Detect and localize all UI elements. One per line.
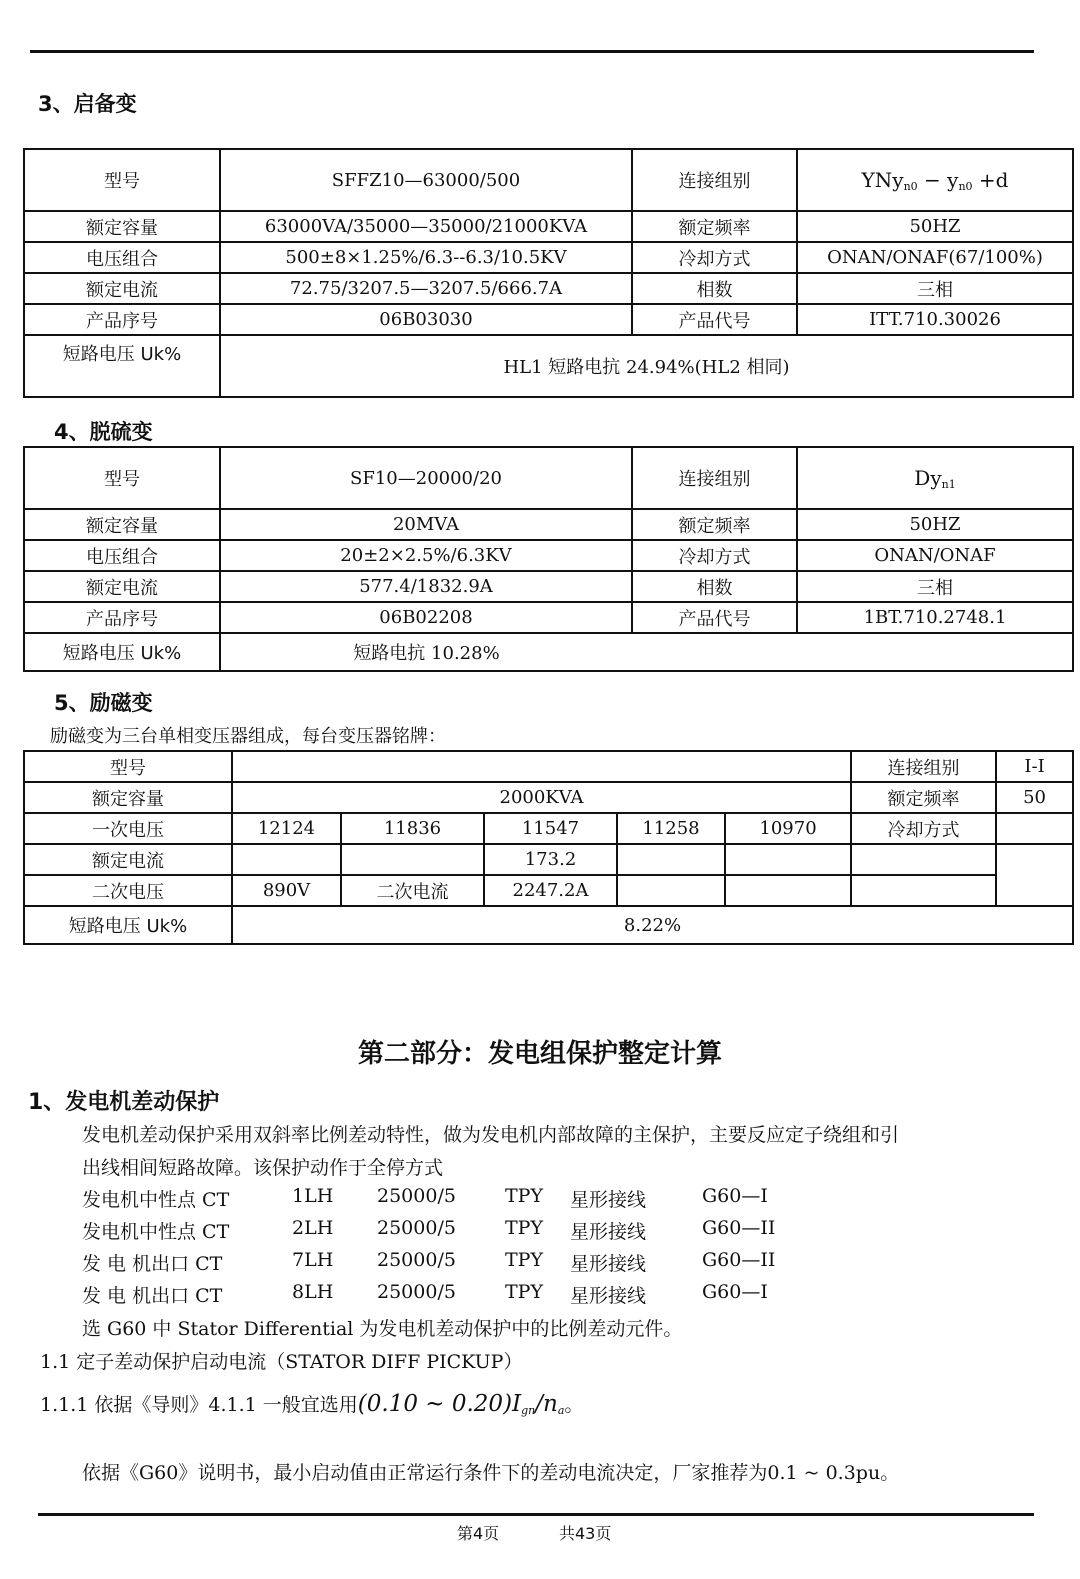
secondary-current-label: 二次电流 [341,875,484,906]
connection-value: $YNy_{n0} - y_{n0} +d$ [797,149,1073,211]
uk-value: HL1 短路电抗 24.94%(HL2 相同) [220,335,1073,397]
cooling-label: 冷却方式 [632,242,797,273]
freq-value: 50HZ [797,509,1073,540]
model-label: 型号 [24,149,220,211]
table-row [24,335,1073,397]
ct-row: 发电机中性点 CT 2LH 25000/5 TPY 星形接线 G60—II [82,1217,776,1243]
paragraph-line: 发电机差动保护采用双斜率比例差动特性，做为发电机内部故障的主保护，主要反应定子绕组和引 [82,1124,900,1146]
voltage-label: 电压组合 [24,242,220,273]
freq-label: 额定频率 [632,211,797,242]
startup-transformer-table [23,148,1074,398]
serial-label: 产品序号 [24,304,220,335]
subsection-1-1-1-line: 1.1.1 依据《导则》4.1.1 一般宜选用(0.10 ~ $0.20)I_{gn}/n_a$。 [40,1391,584,1417]
phases-value: 三相 [797,273,1073,304]
capacity-value: 20MVA [220,509,632,540]
primary-voltage-4: 11258 [617,813,725,844]
page-total: 共43页 [559,1524,612,1543]
cooling-value: ONAN/ONAF [797,540,1073,571]
cooling-label: 冷却方式 [851,813,996,844]
primary-voltage-5: 10970 [725,813,851,844]
table-row [24,602,1073,633]
table-row [24,751,1073,782]
voltage-value: 20±2×2.5%/6.3KV [220,540,632,571]
secondary-current-value: 2247.2A [484,875,617,906]
capacity-label: 额定容量 [24,211,220,242]
uk-value: 短路电抗 10.28% [220,633,632,671]
freq-label: 额定频率 [851,782,996,813]
excitation-transformer-table [23,750,1074,945]
ct-list [82,1185,982,1315]
primary-voltage-3: 11547 [484,813,617,844]
secondary-voltage-value: 890V [232,875,341,906]
current-label: 额定电流 [24,571,220,602]
capacity-value: 2000KVA [232,782,851,813]
cooling-value [996,813,1073,844]
secondary-voltage-label: 二次电压 [24,875,232,906]
uk-label: 短路电压 Uk% [24,335,220,397]
current-value: 577.4/1832.9A [220,571,632,602]
connection-label: 连接组别 [851,751,996,782]
table-row [24,813,1073,844]
model-value: SFFZ10—63000/500 [220,149,632,211]
section-5-heading: 5、励磁变 [54,691,153,715]
section-5-intro: 励磁变为三台单相变压器组成，每台变压器铭牌： [50,726,446,747]
table-row [24,211,1073,242]
serial-value: 06B03030 [220,304,632,335]
cooling-label: 冷却方式 [632,540,797,571]
g60-recommend-line: 依据《G60》说明书，最小启动值由正常运行条件下的差动电流决定，厂家推荐为0.1 ~ 0.3pu。 [82,1462,900,1484]
section-3-heading: 3、启备变 [38,92,137,116]
connection-label: 连接组别 [632,447,797,509]
current-value: 173.2 [484,844,617,875]
subsection-1-1-heading: 1.1 定子差动保护启动电流（STATOR DIFF PICKUP） [40,1351,523,1373]
capacity-label: 额定容量 [24,782,232,813]
table-row [24,242,1073,273]
voltage-label: 电压组合 [24,540,220,571]
page-number: 第4页 [457,1524,500,1543]
serial-label: 产品序号 [24,602,220,633]
table-row [24,304,1073,335]
table-row [24,149,1073,211]
header-rule [30,50,1034,53]
table-row [24,273,1073,304]
primary-voltage-label: 一次电压 [24,813,232,844]
uk-label: 短路电压 Uk% [24,906,232,944]
current-label: 额定电流 [24,844,232,875]
current-value: 72.75/3207.5—3207.5/666.7A [220,273,632,304]
primary-voltage-1: 12124 [232,813,341,844]
voltage-value: 500±8×1.25%/6.3--6.3/10.5KV [220,242,632,273]
generator-diff-heading: 1、发电机差动保护 [28,1090,220,1115]
table-row [24,782,1073,813]
table-row [24,633,1073,671]
capacity-label: 额定容量 [24,509,220,540]
ct-row: 发电机中性点 CT 1LH 25000/5 TPY 星形接线 G60—I [82,1185,768,1211]
code-value: 1BT.710.2748.1 [797,602,1073,633]
table-row [24,906,1073,944]
primary-voltage-2: 11836 [341,813,484,844]
current-label: 额定电流 [24,273,220,304]
capacity-value: 63000VA/35000—35000/21000KVA [220,211,632,242]
uk-label: 短路电压 Uk% [24,633,220,671]
table-row [24,875,1073,906]
select-g60-line: 选 G60 中 Stator Differential 为发电机差动保护中的比例差动元件。 [82,1318,683,1340]
connection-value: $Dy_{n1}$ [797,447,1073,509]
freq-label: 额定频率 [632,509,797,540]
code-label: 产品代号 [632,304,797,335]
table-row [24,844,1073,875]
section-4-heading: 4、脱硫变 [54,420,153,444]
phases-value: 三相 [797,571,1073,602]
desulfurization-transformer-table [23,446,1074,672]
table-row [24,509,1073,540]
part-two-title: 第二部分：发电组保护整定计算 [357,1039,722,1069]
freq-value: 50HZ [797,211,1073,242]
connection-label: 连接组别 [632,149,797,211]
ct-row: 发 电 机出口 CT 8LH 25000/5 TPY 星形接线 G60—I [82,1281,768,1307]
model-value: SF10—20000/20 [220,447,632,509]
model-value [232,751,851,782]
code-value: ITT.710.30026 [797,304,1073,335]
connection-value: I-I [996,751,1073,782]
freq-value: 50 [996,782,1073,813]
table-row [24,447,1073,509]
footer-rule [38,1513,1034,1516]
phases-label: 相数 [632,273,797,304]
serial-value: 06B02208 [220,602,632,633]
uk-value: 8.22% [232,906,1073,944]
code-label: 产品代号 [632,602,797,633]
table-row [24,571,1073,602]
paragraph-line: 出线相间短路故障。该保护动作于全停方式 [82,1157,444,1179]
table-row [24,540,1073,571]
phases-label: 相数 [632,571,797,602]
model-label: 型号 [24,447,220,509]
cooling-value: ONAN/ONAF(67/100%) [797,242,1073,273]
ct-row: 发 电 机出口 CT 7LH 25000/5 TPY 星形接线 G60—II [82,1249,776,1275]
model-label: 型号 [24,751,232,782]
